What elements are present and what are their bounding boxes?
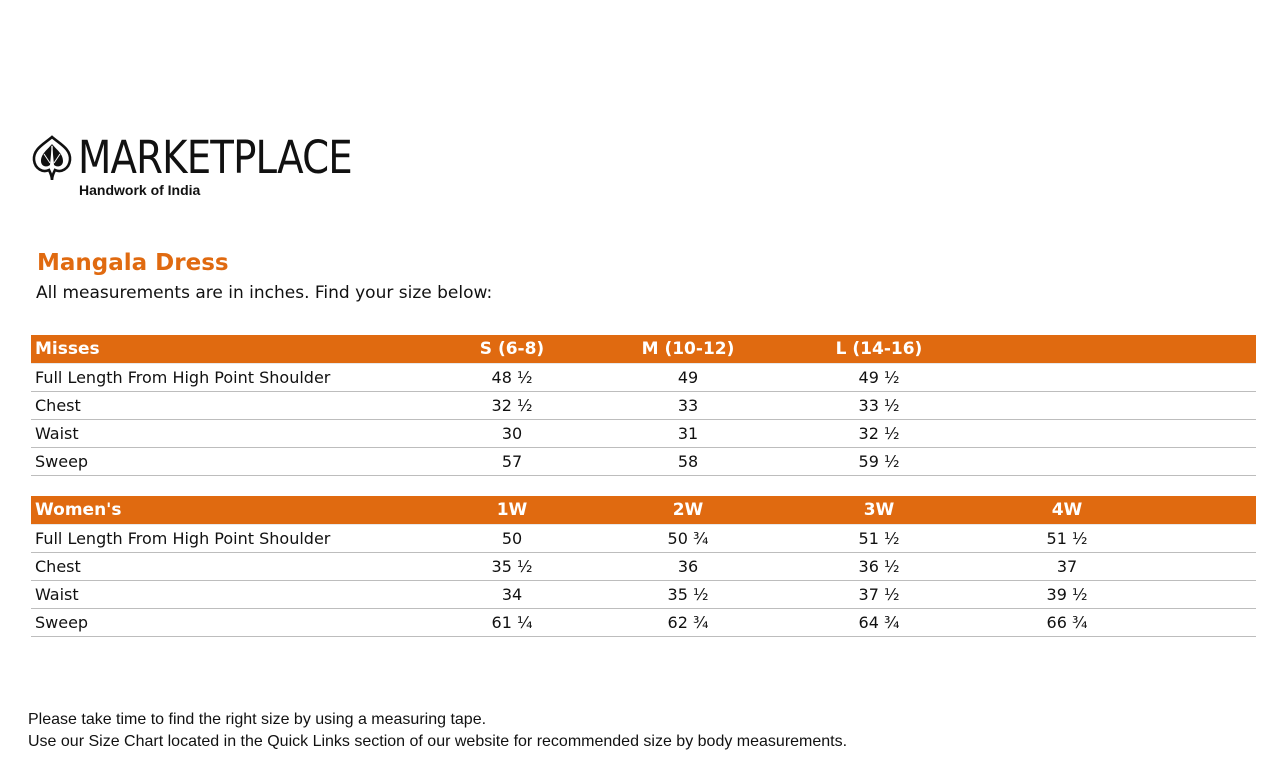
row-label: Sweep: [35, 452, 89, 471]
womens-size-table: [31, 496, 1256, 637]
note-line: Please take time to find the right size by using a measuring tape.: [28, 711, 487, 728]
table-cell: 62 ¾: [667, 613, 709, 632]
row-label: Chest: [35, 557, 81, 576]
header-cell: L (14-16): [835, 339, 923, 359]
table-cell: 35 ½: [491, 557, 533, 576]
table-cell: 36 ½: [858, 557, 900, 576]
header-cell: 4W: [1051, 500, 1083, 520]
table-cell: 31: [677, 424, 699, 443]
measurement-note: All measurements are in inches. Find your size below:: [36, 283, 493, 303]
row-label: Chest: [35, 396, 81, 415]
table-cell: 37 ½: [858, 585, 900, 604]
header-cell: M (10-12): [641, 339, 735, 359]
table-row: [31, 581, 1256, 609]
table-cell: 64 ¾: [858, 613, 900, 632]
table-cell: 35 ½: [667, 585, 709, 604]
table-cell: 57: [501, 452, 523, 471]
table-row: [31, 392, 1256, 420]
misses-size-table: [31, 335, 1256, 476]
table-row: [31, 448, 1256, 476]
table-row: [31, 420, 1256, 448]
table-cell: 50 ¾: [667, 529, 709, 548]
table-cell: 66 ¾: [1046, 613, 1088, 632]
row-label: Waist: [35, 585, 79, 604]
row-label: Full Length From High Point Shoulder: [35, 368, 331, 387]
table-header-row: [31, 335, 1256, 363]
table-cell: 51 ½: [1046, 529, 1088, 548]
table-row: [31, 524, 1256, 553]
header-cell: S (6-8): [479, 339, 545, 359]
table-cell: 48 ½: [491, 368, 533, 387]
table-cell: 61 ¼: [491, 613, 533, 632]
table-cell: 33 ½: [858, 396, 900, 415]
brand-name: MARKETPLACE: [78, 131, 352, 184]
table-cell: 51 ½: [858, 529, 900, 548]
brand-tagline: Handwork of India: [79, 182, 201, 198]
table-cell: 33: [677, 396, 699, 415]
table-cell: 34: [501, 585, 523, 604]
table-cell: 30: [501, 424, 523, 443]
brand-logo: [30, 131, 410, 204]
table-cell: 39 ½: [1046, 585, 1088, 604]
row-label: Sweep: [35, 613, 89, 632]
paisley-leaf-icon: [30, 134, 74, 182]
table-cell: 49: [677, 368, 699, 387]
table-cell: 32 ½: [858, 424, 900, 443]
header-cell: Women's: [35, 500, 122, 520]
table-cell: 37: [1056, 557, 1078, 576]
table-cell: 32 ½: [491, 396, 533, 415]
row-label: Full Length From High Point Shoulder: [35, 529, 331, 548]
product-title: Mangala Dress: [37, 250, 229, 276]
table-cell: 49 ½: [858, 368, 900, 387]
header-cell: 2W: [672, 500, 704, 520]
table-row: [31, 553, 1256, 581]
header-cell: 3W: [863, 500, 895, 520]
table-cell: 36: [677, 557, 699, 576]
header-cell: 1W: [496, 500, 528, 520]
note-line: Use our Size Chart located in the Quick Links section of our website for recommended size by body measurements.: [28, 733, 848, 750]
row-label: Waist: [35, 424, 79, 443]
table-header-row: [31, 496, 1256, 524]
table-cell: 58: [677, 452, 699, 471]
table-row: [31, 363, 1256, 392]
header-cell: Misses: [35, 339, 100, 359]
sizing-notes: [28, 709, 847, 753]
table-cell: 50: [501, 529, 523, 548]
table-row: [31, 609, 1256, 637]
table-cell: 59 ½: [858, 452, 900, 471]
